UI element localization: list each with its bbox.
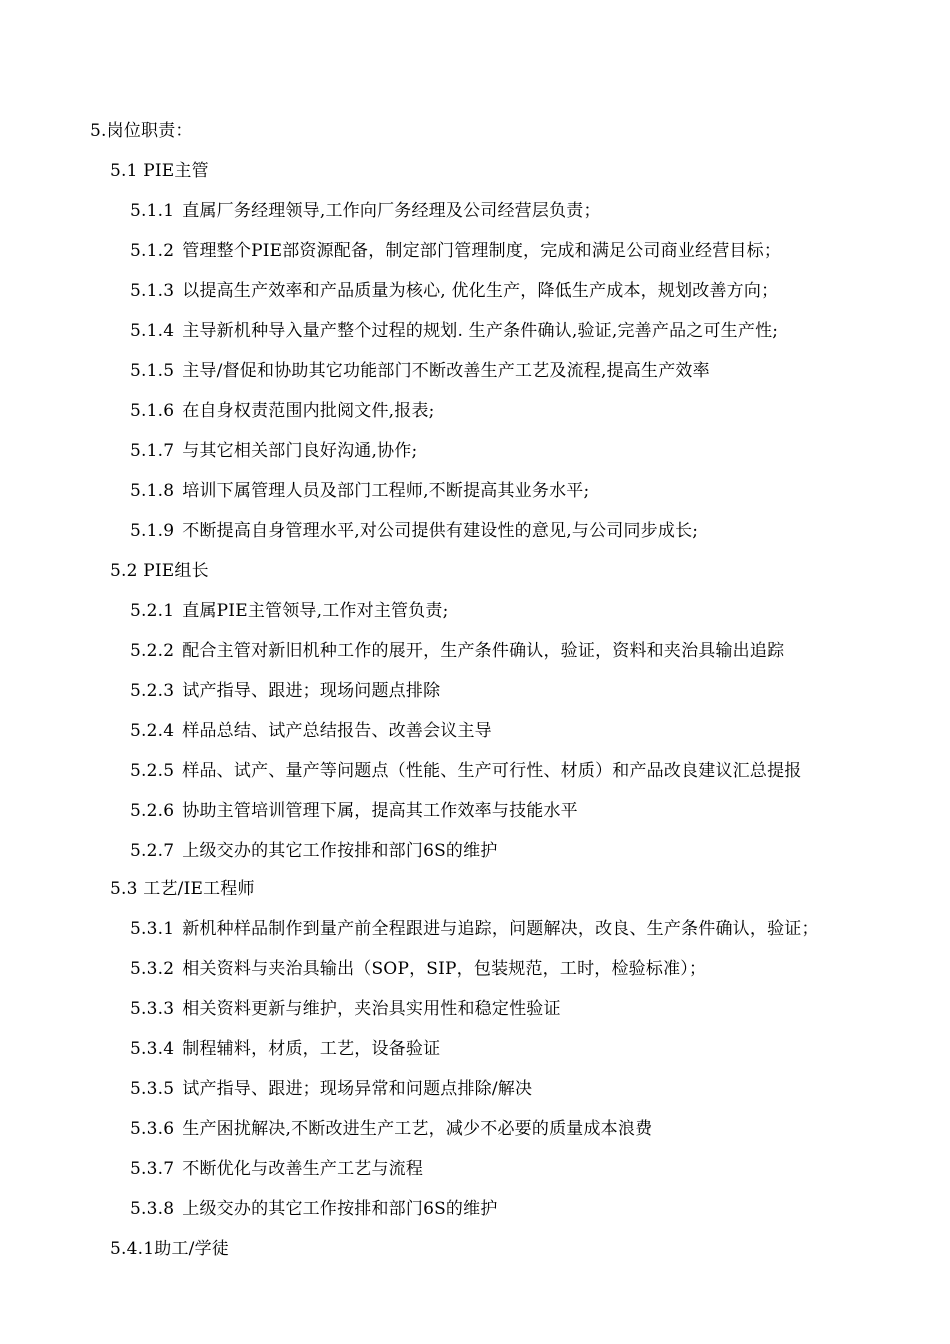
item-number: 5.3.4 [130, 1039, 175, 1059]
list-item [130, 396, 435, 426]
item-text: 主导新机种导入量产整个过程的规划. 生产条件确认,验证,完善产品之可生产性; [182, 321, 779, 341]
list-item [130, 236, 781, 266]
list-item [130, 1194, 498, 1224]
list-item [130, 676, 440, 706]
item-number: 5.2.3 [130, 681, 175, 701]
list-item [130, 476, 589, 506]
item-text: 样品总结、试产总结报告、改善会议主导 [182, 721, 492, 741]
list-item [130, 914, 819, 944]
item-number: 5.3.2 [130, 959, 175, 979]
list-item [130, 276, 778, 306]
item-text: 直属厂务经理领导,工作向厂务经理及公司经营层负责； [182, 201, 601, 221]
list-item [130, 356, 710, 386]
item-text: 新机种样品制作到量产前全程跟进与追踪，问题解决，改良、生产条件确认，验证； [182, 919, 819, 939]
list-item [130, 596, 449, 626]
item-text: 试产指导、跟进；现场异常和问题点排除/解决 [182, 1079, 533, 1099]
list-item [130, 1034, 440, 1064]
subsection-title-5-3: 5.3 工艺/IE工程师 [110, 879, 255, 899]
item-number: 5.1.1 [130, 201, 175, 221]
item-text: 在自身权责范围内批阅文件,报表; [182, 401, 435, 421]
list-item [130, 954, 706, 984]
list-item [130, 756, 801, 786]
item-number: 5.3.8 [130, 1199, 175, 1219]
item-number: 5.1.2 [130, 241, 175, 261]
item-number: 5.3.3 [130, 999, 175, 1019]
subsection-title-5-2: 5.2 PIE组长 [110, 561, 209, 581]
item-text: 相关资料与夹治具输出（SOP，SIP，包装规范，工时，检验标准）； [182, 959, 707, 979]
item-number: 5.3.1 [130, 919, 175, 939]
item-number: 5.2.1 [130, 601, 175, 621]
item-number: 5.1.4 [130, 321, 175, 341]
list-item [130, 1154, 423, 1184]
list-item [130, 196, 601, 226]
item-number: 5.1.8 [130, 481, 175, 501]
list-item [130, 636, 784, 666]
item-number: 5.1.6 [130, 401, 175, 421]
item-text: 以提高生产效率和产品质量为核心, 优化生产，降低生产成本，规划改善方向； [182, 281, 779, 301]
list-item [130, 436, 417, 466]
item-text: 管理整个PIE部资源配备，制定部门管理制度，完成和满足公司商业经营目标； [182, 241, 782, 261]
item-text: 样品、试产、量产等问题点（性能、生产可行性、材质）和产品改良建议汇总提报 [182, 761, 802, 781]
item-text: 制程辅料，材质，工艺，设备验证 [182, 1039, 441, 1059]
item-text: 主导/督促和协助其它功能部门不断改善生产工艺及流程,提高生产效率 [182, 361, 710, 381]
item-number: 5.1.9 [130, 521, 175, 541]
item-number: 5.2.2 [130, 641, 175, 661]
item-text: 上级交办的其它工作按排和部门6S的维护 [182, 841, 498, 861]
item-number: 5.1.3 [130, 281, 175, 301]
item-number: 5.3.5 [130, 1079, 175, 1099]
item-text: 上级交办的其它工作按排和部门6S的维护 [182, 1199, 498, 1219]
list-item [130, 1114, 652, 1144]
item-number: 5.2.5 [130, 761, 175, 781]
section-heading: 5.岗位职责： [90, 121, 193, 141]
list-item [130, 516, 698, 546]
list-item [130, 316, 778, 346]
item-number: 5.3.7 [130, 1159, 175, 1179]
item-number: 5.2.6 [130, 801, 175, 821]
item-text: 协助主管培训管理下属，提高其工作效率与技能水平 [182, 801, 578, 821]
item-text: 与其它相关部门良好沟通,协作; [182, 441, 418, 461]
item-text: 配合主管对新旧机种工作的展开，生产条件确认，验证，资料和夹治具输出追踪 [182, 641, 785, 661]
item-number: 5.1.7 [130, 441, 175, 461]
item-text: 直属PIE主管领导,工作对主管负责; [182, 601, 449, 621]
item-number: 5.2.4 [130, 721, 175, 741]
list-item [130, 716, 492, 746]
item-text: 不断提高自身管理水平,对公司提供有建设性的意见,与公司同步成长; [182, 521, 699, 541]
item-text: 培训下属管理人员及部门工程师,不断提高其业务水平; [182, 481, 590, 501]
item-number: 5.2.7 [130, 841, 175, 861]
list-item [130, 994, 561, 1024]
item-text: 相关资料更新与维护，夹治具实用性和稳定性验证 [182, 999, 561, 1019]
list-item [130, 796, 578, 826]
item-number: 5.3.6 [130, 1119, 175, 1139]
item-text: 试产指导、跟进；现场问题点排除 [182, 681, 441, 701]
subsection-title-5-4-1: 5.4.1助工/学徒 [110, 1239, 229, 1259]
subsection-title-5-1: 5.1 PIE主管 [110, 161, 209, 181]
item-text: 不断优化与改善生产工艺与流程 [182, 1159, 424, 1179]
list-item [130, 836, 498, 866]
list-item [130, 1074, 532, 1104]
item-text: 生产困扰解决,不断改进生产工艺，减少不必要的质量成本浪费 [182, 1119, 653, 1139]
item-number: 5.1.5 [130, 361, 175, 381]
